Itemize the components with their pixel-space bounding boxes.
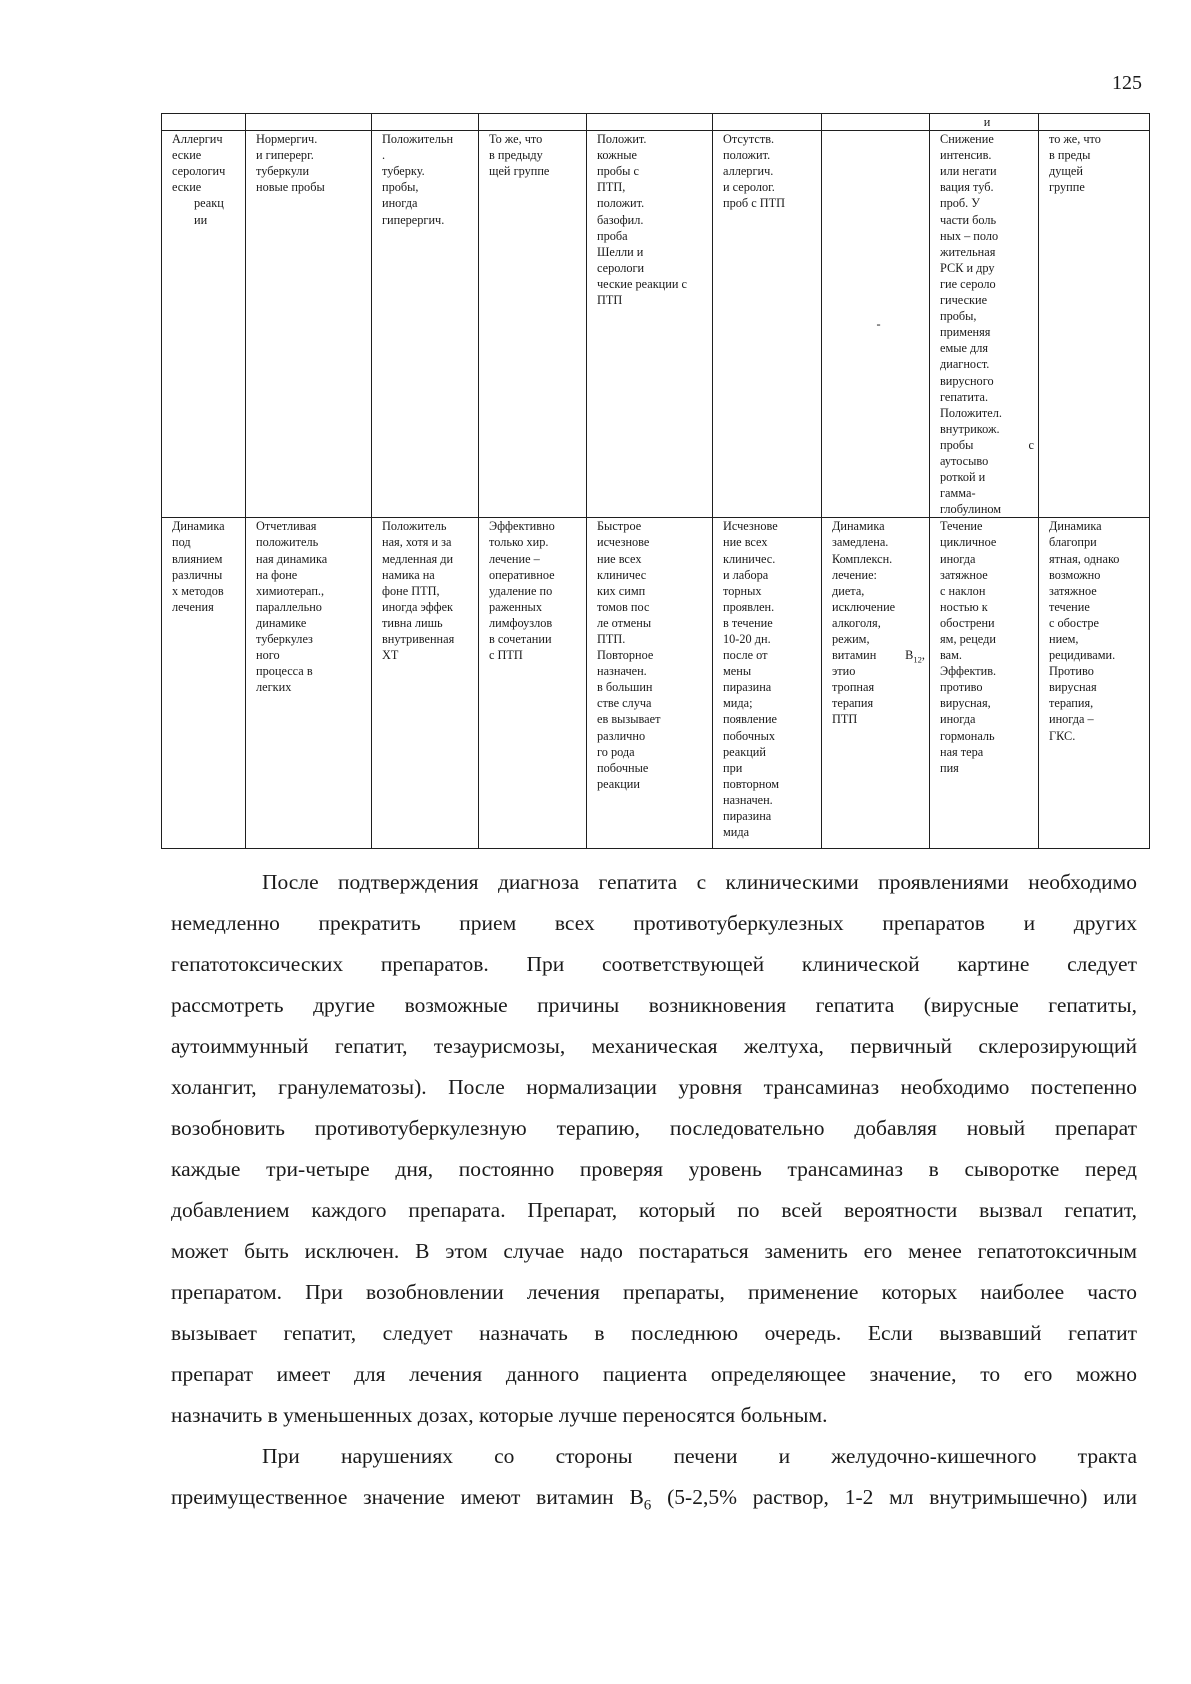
table-cell	[246, 114, 372, 131]
paragraph-line: каждые три-четыре дня, постоянно проверяя уровень трансаминаз в сыворотке перед	[171, 1157, 1137, 1181]
comparison-table	[161, 113, 1150, 849]
table-cell	[822, 518, 930, 849]
paragraph-line: рассмотреть другие возможные причины возникновения гепатита (вирусные гепатиты,	[171, 993, 1137, 1017]
table-cell: Динамика под влиянием различны х методов лечения	[162, 518, 246, 849]
table-cell	[587, 114, 713, 131]
table-cell: Эффективно только хир. лечение – оперативное удаление по раженных лимфоузлов в сочетании с ПТП	[479, 518, 587, 849]
table-cell	[162, 114, 246, 131]
paragraph-line: При нарушениях со стороны печени и желудочно-кишечного тракта	[262, 1444, 1137, 1468]
table-cell	[1039, 114, 1150, 131]
paragraph-line: назначить в уменьшенных дозах, которые лучше переносятся больным.	[171, 1403, 828, 1427]
table-cell	[372, 114, 479, 131]
table-cell	[162, 131, 246, 518]
paragraph-line: немедленно прекратить прием всех противотуберкулезных препаратов и других	[171, 911, 1137, 935]
table-cell: Положительн . туберку. пробы, иногда гиперергич.	[372, 131, 479, 518]
cell-text: Снижение интенсив. или негати вация туб. проб. У части боль ных – поло жительная РСК и дру гие серолo гические пробы, применяя емые для диагност. вирусного гепатита. Положител. внутрикож.	[940, 132, 1002, 436]
table-cell: Динамика благопри ятная, однако возможно затяжное течение с обостре нием, рецидивами. Противо вирусная терапия, иногда – ГКС.	[1039, 518, 1150, 849]
paragraph-line: препарат имеет для лечения данного пациента определяющее значение, то его можно	[171, 1362, 1137, 1386]
paragraph-line: гепатотоксических препаратов. При соответствующей клинической картине следует	[171, 952, 1137, 976]
table-cell: -	[822, 131, 930, 518]
cell-text: пробы	[940, 437, 974, 452]
table-cell: и	[930, 114, 1039, 131]
table-cell: Исчезнове ние всех клиничес. и лабора торных проявлен. в течение 10-20 дн. после от мены пиразина мида; появление побочных реакций при повторном назначен. пиразина мида	[713, 518, 822, 849]
table-cell	[930, 131, 1039, 518]
table-cell: Течение цикличное иногда затяжное с наклон ностью к обострени ям, рецеди вам. Эффектив. противо вирусная, иногда гормональ ная тера пия	[930, 518, 1039, 849]
table-cell: Отсутств. положит. аллергич. и серолог. проб с ПТП	[713, 131, 822, 518]
paragraph-line: вызывает гепатит, следует назначать в последнюю очередь. Если вызвавший гепатит	[171, 1321, 1137, 1345]
cell-text: Динамика замедлена. Комплексн. лечение: диета, исключение алкоголя, режим,	[832, 519, 896, 646]
paragraph-line: холангит, гранулематозы). После нормализации уровня трансаминаз необходимо постепенно	[171, 1075, 1137, 1099]
cell-text: витамин	[832, 648, 877, 663]
cell-text: с	[1028, 437, 1034, 452]
table-cell	[822, 114, 930, 131]
cell-text: В	[905, 648, 914, 663]
paragraph-text: преимущественное значение имеют витамин В	[171, 1485, 644, 1509]
page-number: 125	[1112, 72, 1142, 94]
paragraph-line	[171, 1477, 1137, 1519]
table-row	[162, 518, 1150, 849]
table-cell: Отчетливая положитель ная динамика на фоне химиотерап., параллельно динамике туберкулез ного процесса в легких	[246, 518, 372, 849]
cell-text: ,	[921, 648, 925, 663]
paragraph-line: аутоиммунный гепатит, тезаурисмозы, механическая желтуха, первичный склерозирующий	[171, 1034, 1137, 1058]
paragraph-subscript: 6	[643, 1497, 652, 1514]
cell-text: Аллергич еские серологич еские	[172, 132, 226, 195]
paragraph-text: (5-2,5% раствор, 1-2 мл внутримышечно) или	[651, 1485, 1137, 1509]
table-cell: Положит. кожные пробы с ПТП, положит. базофил. проба Шелли и серологи ческие реакции с ПТП	[587, 131, 713, 518]
paragraph-line: возобновить противотуберкулезную терапию, последовательно добавляя новый препарат	[171, 1116, 1137, 1140]
paragraph-line: добавлением каждого препарата. Препарат, который по всей вероятности вызвал гепатит,	[171, 1198, 1137, 1222]
table-cell	[479, 114, 587, 131]
table-cell: Положитель ная, хотя и за медленная ди намика на фоне ПТП, иногда эффек тивна лишь внутривенная ХТ	[372, 518, 479, 849]
table-cell	[713, 114, 822, 131]
table-row	[162, 114, 1150, 131]
table-cell: Нормергич. и гиперерг. туберкули новые пробы	[246, 131, 372, 518]
paragraph-line: может быть исключен. В этом случае надо постараться заменить его менее гепатотоксичным	[171, 1239, 1137, 1263]
table-row	[162, 131, 1150, 518]
cell-subscript: 12	[913, 654, 922, 665]
cell-text: реакц ии	[194, 196, 224, 227]
cell-text: этио тропная терапия ПТП	[832, 664, 875, 727]
table-cell: То же, что в предыду щей группе	[479, 131, 587, 518]
paragraph-line: препаратом. При возобновлении лечения препараты, применение которых наиболее часто	[171, 1280, 1137, 1304]
cell-text: аутосыво роткой и гамма- глобулином	[940, 453, 1002, 517]
paragraph-line: После подтверждения диагноза гепатита с клиническими проявлениями необходимо	[262, 870, 1137, 894]
table-cell: Быстрое исчезнове ние всех клиничес ких симп томов пос ле отмены ПТП. Повторное назначен. в большин стве случа ев вызывает различно го рода побочные реакции	[587, 518, 713, 849]
table-cell: то же, что в преды дущей группе	[1039, 131, 1150, 518]
